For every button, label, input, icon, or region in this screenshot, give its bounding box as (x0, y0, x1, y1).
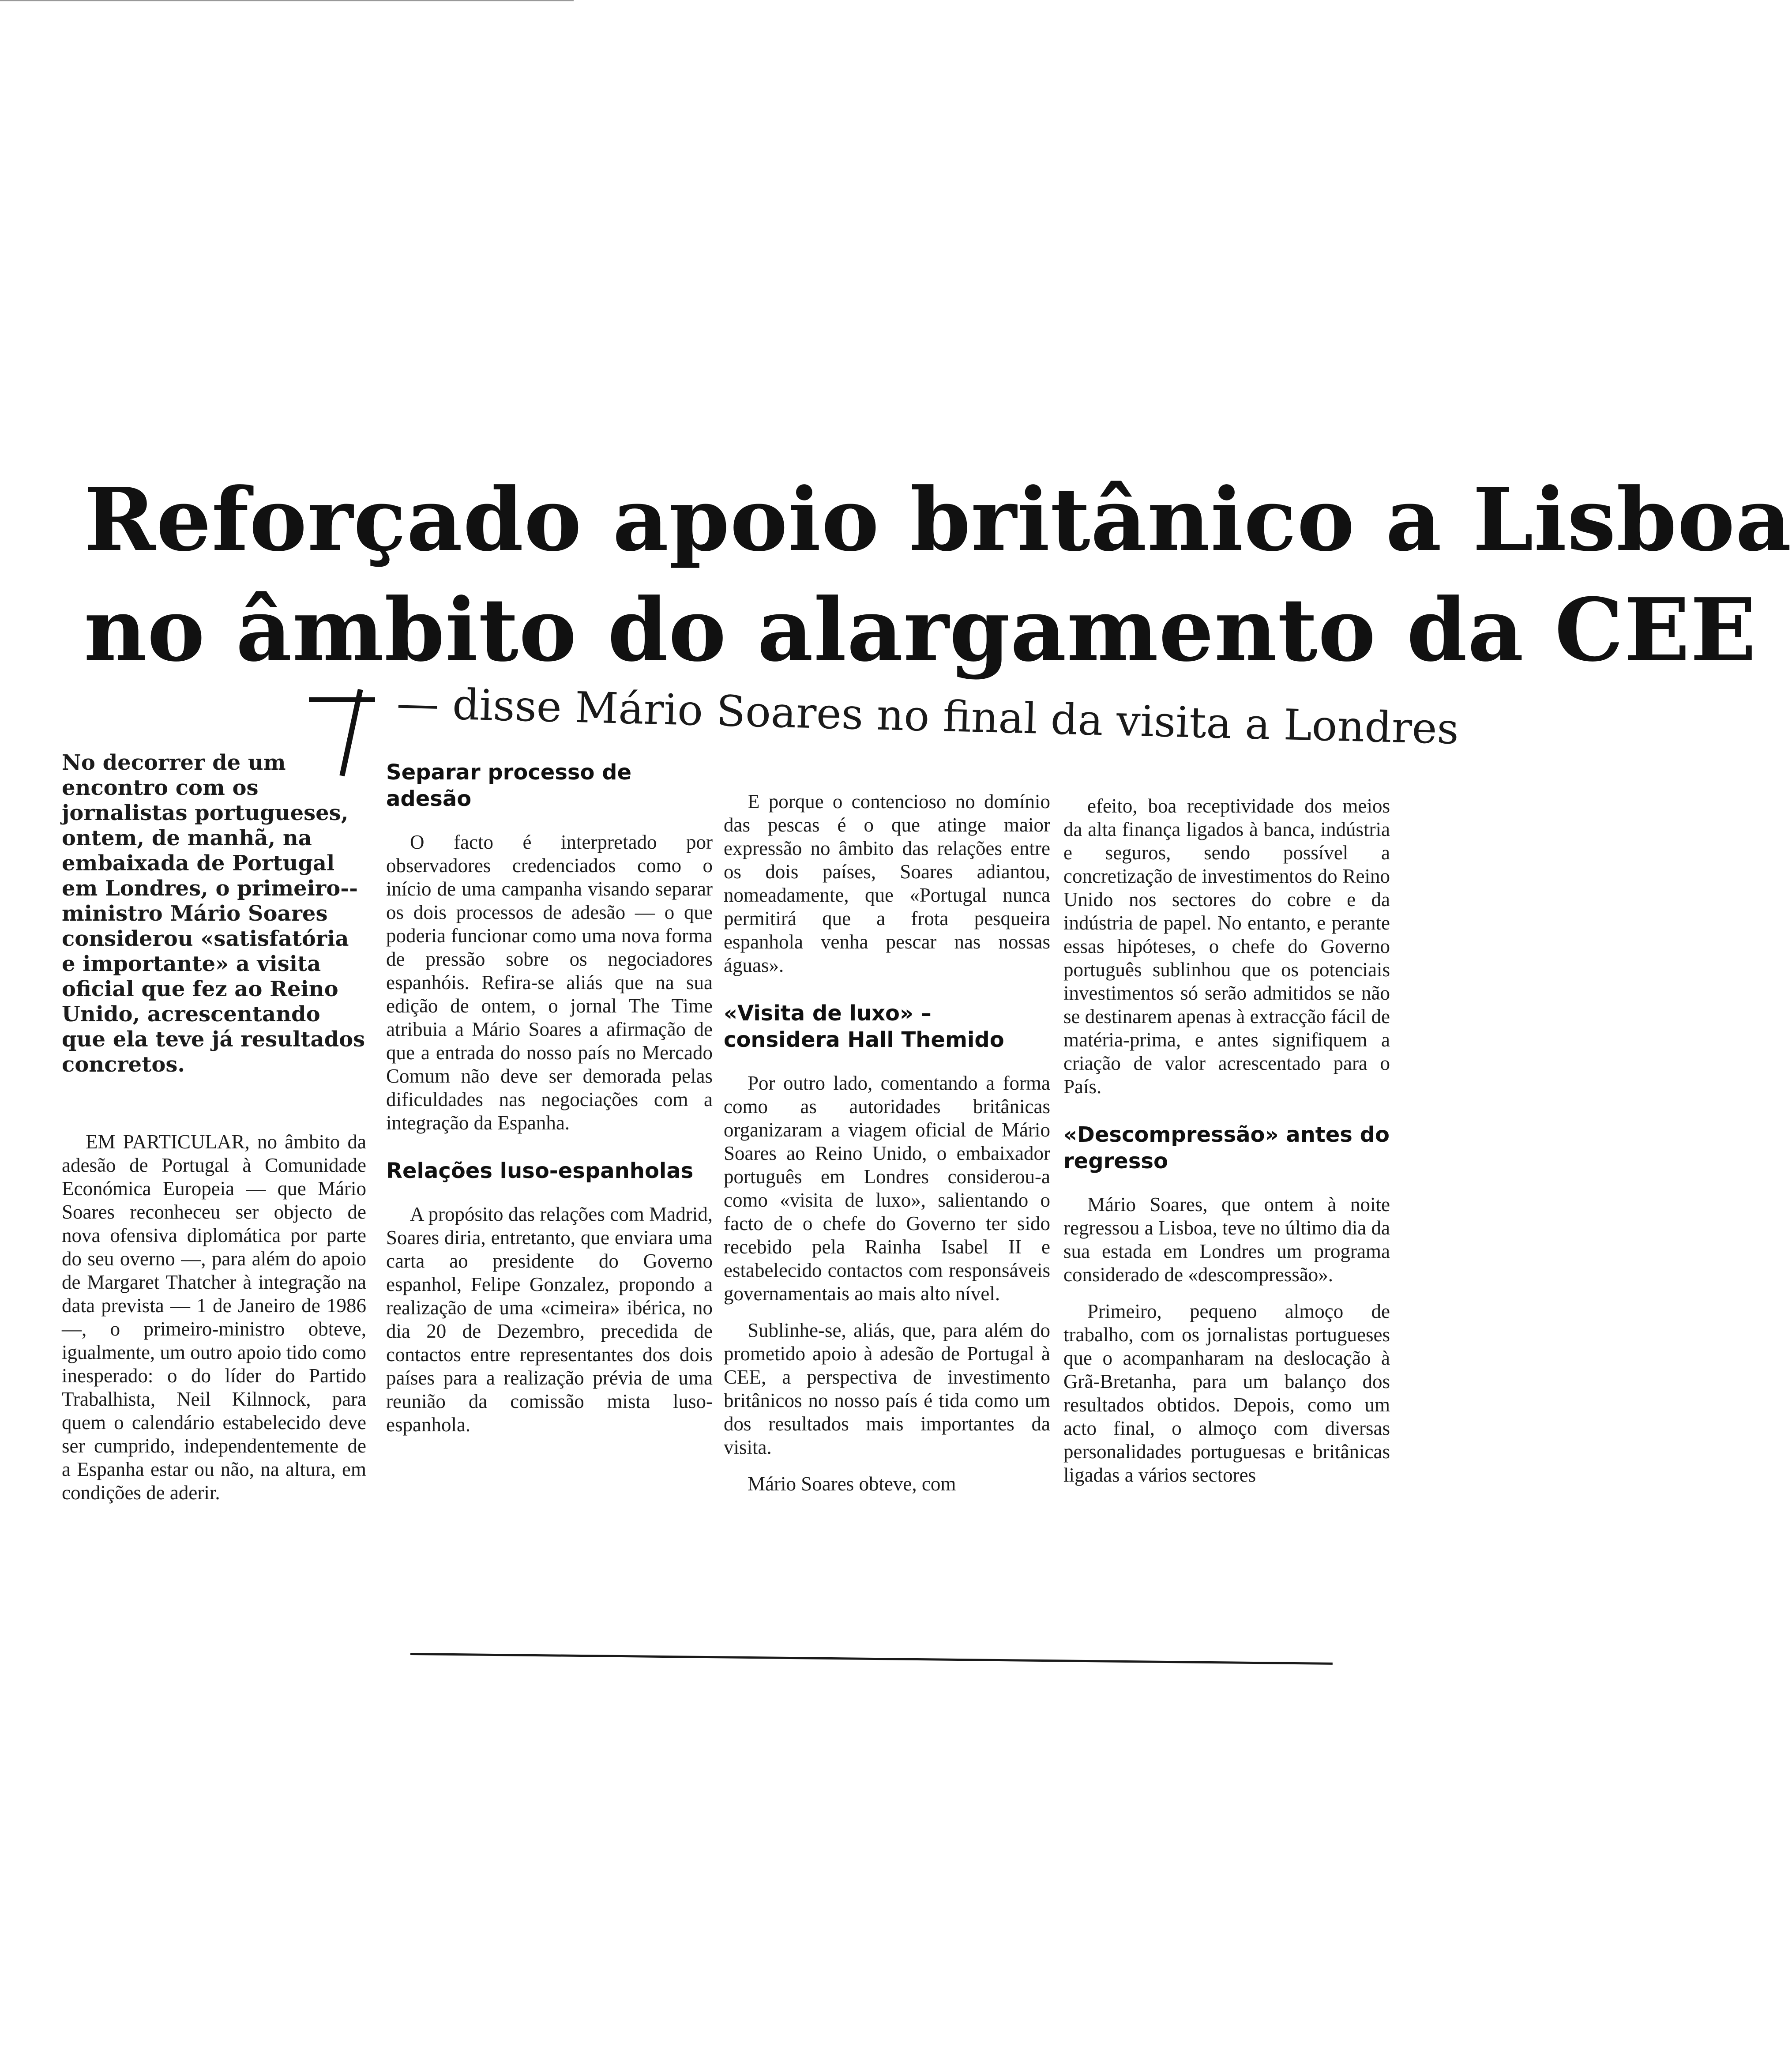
subheadline: — disse Mário Soares no final da visita a Londres (396, 678, 1460, 754)
body-paragraph: A propósito das relações com Madrid, Soares diria, entretanto, que enviara uma carta ao presidente do Governo espanhol, Felipe Gonzalez, propondo a realização de uma «cimeira» ibérica, no dia 20 de Dezembro, precedida de contactos entre representantes dos dois países para a realização prévia de uma reunião da comissão mista luso-espanhola. (386, 1203, 713, 1436)
section-heading-descompressao: «Descompressão» antes do regresso (1063, 1122, 1390, 1174)
scan-edge-line (0, 0, 574, 1)
body-paragraph: Mário Soares, que ontem à noite regressou a Lisboa, teve no último dia da sua estada em Londres um programa considerado de «descompressão». (1063, 1193, 1390, 1286)
body-paragraph: Por outro lado, comentando a forma como as autoridades britânicas organizaram a viagem oficial de Mário Soares ao Reino Unido, o embaixador português em Londres considerou-a como «visita de luxo», salientando o facto de o chefe do Governo ter sido recebido pela Rainha Isabel II e estabelecido contactos com responsáveis governamentais ao mais alto nível. (724, 1072, 1050, 1305)
body-paragraph: Mário Soares obteve, com (748, 1473, 956, 1495)
body-paragraph: EM PARTICULAR, no âmbito da adesão de Portugal à Comunidade Económica Europeia — que Mário Soares reconheceu ser objecto de nova ofensiva diplomática por parte do seu overno —, para além do apoio de Margaret Thatcher à integração na data prevista — 1 de Janeiro de 1986 —, o primeiro-ministro obteve, igualmente, um outro apoio tido como inesperado: o do líder do Partido Trabalhista, Neil Kilnnock, para quem o calendário estabelecido deve ser cumprido, independentemente de a Espanha estar ou não, na altura, em condições de aderir. (62, 1131, 366, 1504)
body-paragraph: Primeiro, pequeno almoço de trabalho, com os jornalistas portugueses que o acompanharam na deslocação à Grã-Bretanha, para um balanço dos resultados obtidos. Depois, como um acto final, o almoço com diversas personalidades portuguesas e britânicas ligadas a vários sectores (1063, 1300, 1390, 1486)
body-paragraph: O facto é interpretado por observadores credenciados como o início de uma campanha visando separar os dois processos de adesão — o que poderia funcionar como uma nova forma de pressão sobre os negociadores espanhóis. Refira-se aliás que na sua edição de ontem, o jornal The Time atribuia a Mário Soares a afirmação de que a entrada do nosso país no Mercado Comum não deve ser demorada pelas dificuldades nas negociações com a integração da Espanha. (386, 831, 713, 1134)
body-paragraph: efeito, boa receptividade dos meios da alta finança ligados à banca, indústria e seguros, sendo possível a concretização de investimentos do Reino Unido nos sectores do cobre e da indústria de papel. No entanto, e perante essas hipóteses, o chefe do Governo português sublinhou que os potenciais investimentos só serão admitidos se não se destinarem apenas à extracção fácil de matéria-prima, e antes signifiquem a criação de valor acrescentado para o País. (1063, 795, 1390, 1098)
body-paragraph: E porque o contencioso no domínio das pescas é o que atinge maior expressão no âmbito das relações entre os dois países, Soares adiantou, nomeadamente, que «Portugal nunca permitirá que a frota pesqueira espanhola venha pescar nas nossas águas». (724, 790, 1050, 976)
headline-line-2: no âmbito do alargamento da CEE (84, 579, 1757, 681)
section-heading-separar: Separar processo de adesão (386, 760, 632, 811)
headline-line-1: Reforçado apoio britânico a Lisboa (84, 469, 1792, 571)
article-column-3 (724, 790, 1050, 1496)
handwritten-dash-mark (309, 697, 375, 702)
section-heading-visita-de-luxo: «Visita de luxo» – considera Hall Themido (724, 1001, 1004, 1052)
article-column-2 (386, 759, 713, 1437)
body-paragraph: Sublinhe-se, aliás, que, para além do prometido apoio à adesão de Portugal à CEE, a perspectiva de investimento britânicos no nosso país é tida como um dos resultados mais importantes da visita. (724, 1319, 1050, 1458)
article-column-4 (1063, 794, 1390, 1487)
bottom-rule-divider (410, 1653, 1333, 1665)
section-heading-relacoes: Relações luso-espanholas (386, 1159, 694, 1183)
article-column-1 (62, 750, 366, 1505)
lead-paragraph: No decorrer de um encontro com os jornalistas portugueses, ontem, de manhã, na embaixada de Portugal em Londres, o primeiro--ministro Mário Soares considerou «satisfatória e importante» a visita oficial que fez ao Reino Unido, acrescentando que ela teve já resultados concretos. (62, 750, 365, 1077)
